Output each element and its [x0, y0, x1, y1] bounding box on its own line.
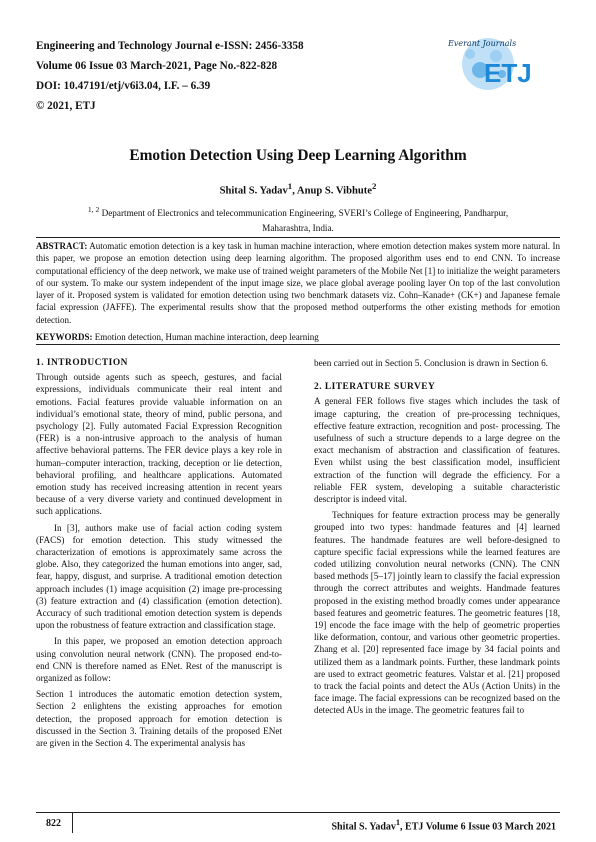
footer-citation	[332, 818, 557, 832]
etj-logo	[440, 30, 560, 94]
section-heading-literature-survey: 2. LITERATURE SURVEY	[314, 382, 436, 393]
journal-copyright: © 2021, ETJ	[36, 100, 96, 112]
page-number: 822	[46, 818, 61, 829]
abstract-label: ABSTRACT:	[36, 241, 88, 251]
right-column	[314, 357, 560, 721]
author-2: Anup S. Vibhute	[296, 185, 372, 197]
section-heading-introduction: 1. INTRODUCTION	[36, 358, 128, 368]
intro-paragraph-4: Section 1 introduces the automatic emotion detection system, Section 2 enlightens the existing approaches for emotion detection, the proposed approach for emotion detection is discussed in the Section 3. Training details of the proposed ENet are given in the Section 4. The experimental analysis has	[36, 689, 282, 749]
footer-divider	[72, 813, 73, 833]
footer-citation-author: Shital S. Yadav	[331, 821, 396, 833]
footer-citation-sup: 1	[395, 818, 401, 827]
abstract	[36, 237, 560, 326]
keywords-label: KEYWORDS:	[36, 332, 93, 342]
journal-doi: DOI: 10.47191/etj/v6i3.04, I.F. – 6.39	[36, 80, 211, 92]
author-1-sup: 1	[287, 181, 293, 191]
journal-header	[36, 36, 436, 116]
author-1: Shital S. Yadav	[219, 185, 288, 197]
affiliation-sup: 1, 2	[87, 205, 100, 214]
page-footer	[36, 812, 560, 835]
logo-script-text: Everant Journals	[448, 39, 517, 48]
left-column	[36, 357, 282, 753]
paper-title: Emotion Detection Using Deep Learning Algorithm	[129, 147, 467, 164]
affiliation	[80, 203, 516, 235]
survey-paragraph-1: A general FER follows five stages which includes the task of image capturing, the creation of pre-processing techniques, effective feature extraction, recognition and post- processing. The usefulness of such a structure depends to a large degree on the exact mechanism of abstraction and classification of features. Even whilst using the best classification model, insufficient extraction of the function will degrade the efficiency. For a reliable FER system, developing a suitable characteristic descriptor is indeed vital.	[314, 396, 560, 505]
author-2-sup: 2	[372, 181, 377, 191]
keywords-text: Emotion detection, Human machine interaction, deep learning	[92, 332, 319, 342]
journal-name: Engineering and Technology Journal e-ISSN: 2456-3358	[36, 40, 304, 52]
logo-etj-text: ETJ	[484, 58, 532, 88]
footer-citation-rest: , ETJ Volume 6 Issue 03 March 2021	[400, 821, 556, 833]
intro-paragraph-3: In this paper, we proposed an emotion detection approach using convolution neural network (CNN). The proposed end-to-end CNN is therefore named as ENet. Rest of the manuscript is organized as follow:	[36, 636, 282, 684]
survey-paragraph-2: Techniques for feature extraction process may be generally grouped into two types: handmade features and [4] learned features. The handmade features are well before-designed to capture specific facial expressions while the learned features are coded utilizing convolution neural networks (CNN). The CNN based methods [5–17] jointly learn to classify the facial expression through the correct attributes and weights. Handmade features proposed in the existing method broadly comes under appearance based features and geometric features. The geometric features [18, 19] encode the face image with the help of geometric properties like deformation, contour, and various other geometric properties. Zhang et al. [20] represented face image by 34 facial points and utilized them as a landmark points. Further, these landmark points are used to extract geometric features. Valstar et al. [21] proposed to track the facial points and detect the AUs (Action Units) in the face image. The facial expressions can be recognized based on the detected AUs in the image. The geometric features fail to	[314, 510, 560, 716]
intro-paragraph-1: Through outside agents such as speech, gestures, and facial expressions, individuals communicate their real intent and emotions. Facial features provide valuable information on an individual’s emotional state, theory of mind, public persona, and psychology [2]. Fully automated Facial Expression Recognition (FER) is a non-intrusive approach to the analysis of human affective behavioral patterns. The FER device plays a key role in human–computer interaction, tracking, deception or lie detection, behavioral profiling, and healthcare applications. Automated emotion study has received increasing attention in recent years because of a very diverse variety and continued development in such applications.	[36, 372, 282, 517]
keywords	[36, 332, 560, 345]
intro-paragraph-continued: been carried out in Section 5. Conclusion is drawn in Section 6.	[314, 358, 548, 368]
affiliation-text: Department of Electronics and telecommunication Engineering, SVERI’s College of Engineering, Pandharpur, Maharashtra, India.	[99, 208, 509, 233]
author-separator: ,	[292, 185, 297, 197]
intro-paragraph-2: In [3], authors make use of facial action coding system (FACS) for emotion detection. This study witnessed the characterization of emotions is approximately same across the globe. Also, they categorized the human emotions into anger, sad, fear, happy, disgust, and surprise. A traditional emotion detection approach includes (1) image acquisition (2) image pre-processing (3) feature extraction and (4) classification (emotion detection). Accuracy of such traditional emotion detection system is depends upon the robustness of feature extraction and classification stage.	[36, 522, 282, 631]
journal-volume: Volume 06 Issue 03 March-2021, Page No.-822-828	[36, 60, 278, 72]
abstract-text: Automatic emotion detection is a key task in human machine interaction, where emotion detection makes system more natural. In this paper, we propose an emotion detection using deep learning algorithm. The proposed algorithm uses end to end CNN. To increase computational efficiency of the deep network, we make use of trained weight parameters of the Mobile Net [1] to initialize the weight parameters of our system. To make our system independent of the input image size, we place global average pooling layer On top of the last convolution layer of it. Proposed system is validated for emotion detection using two benchmark datasets viz. Cohn–Kanade+ (CK+) and Japanese female facial expression (JAFFE). The experimental results show that the proposed method outperforms the other existing methods for emotion detection.	[36, 241, 560, 325]
paper-authors	[36, 181, 560, 197]
